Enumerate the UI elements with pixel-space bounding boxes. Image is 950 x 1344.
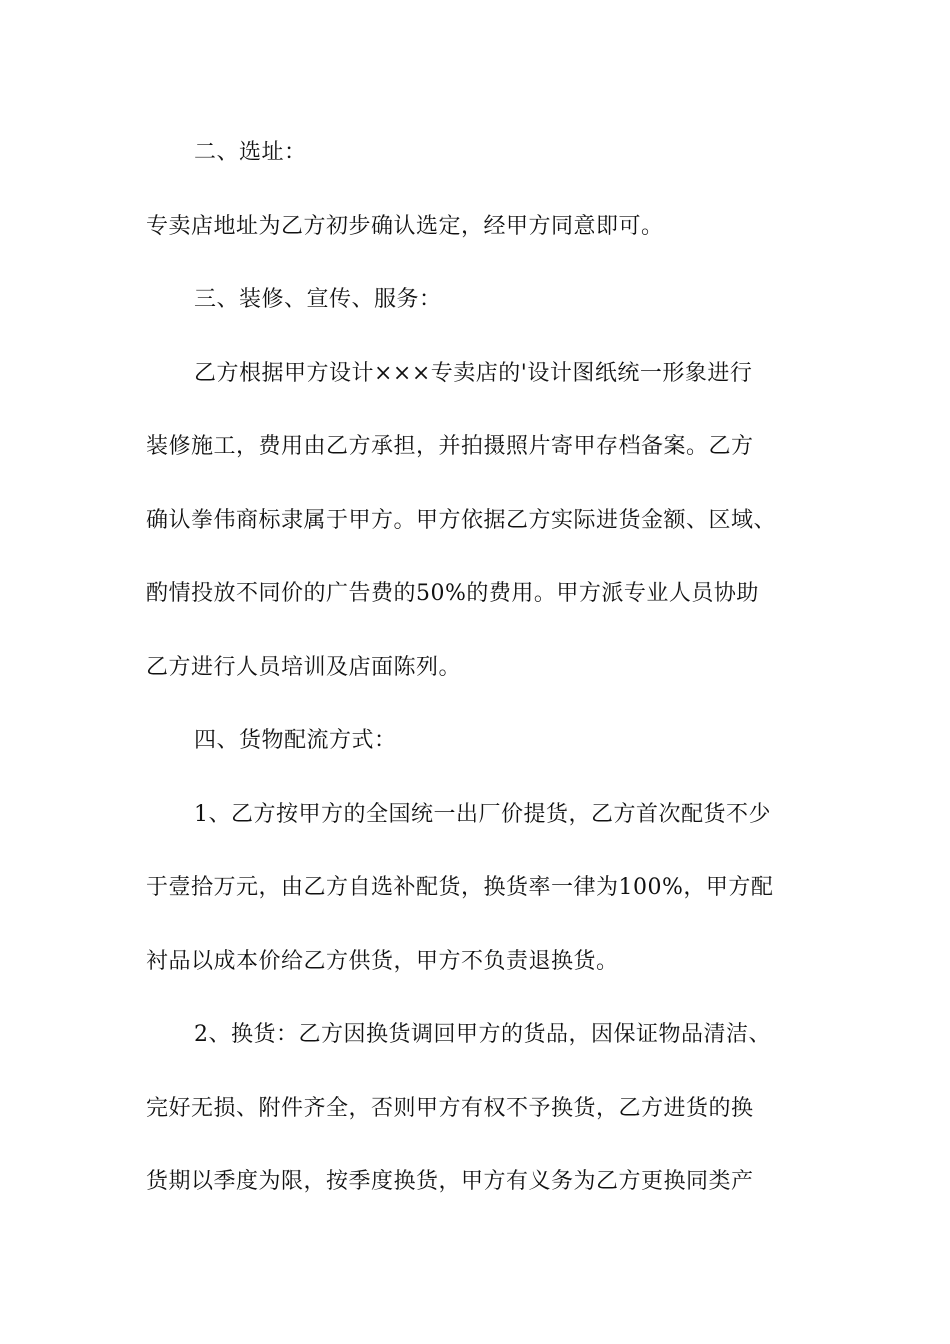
paragraph-line: 装修施工，费用由乙方承担，并拍摄照片寄甲存档备案。乙方 xyxy=(146,434,754,459)
section-heading-site-selection: 二、选址： xyxy=(194,140,307,165)
document-body xyxy=(146,130,822,1233)
paragraph-line: 乙方进行人员培训及店面陈列。 xyxy=(146,654,462,680)
paragraph-line: 2、换货：乙方因换货调回甲方的货品，因保证物品清洁、 xyxy=(194,1022,771,1047)
paragraph-line: 完好无损、附件齐全，否则甲方有权不予换货，乙方进货的换 xyxy=(146,1095,754,1121)
paragraph-line: 酌情投放不同价的广告费的50%的费用。甲方派专业人员协助 xyxy=(146,581,759,606)
paragraph-line: 于壹拾万元，由乙方自选补配货，换货率一律为100%，甲方配 xyxy=(146,875,774,900)
paragraph-line: 确认拳伟商标隶属于甲方。甲方依据乙方实际进货金额、区域、 xyxy=(146,507,777,533)
paragraph-line: 货期以季度为限，按季度换货，甲方有义务为乙方更换同类产 xyxy=(146,1169,754,1194)
paragraph-line: 乙方根据甲方设计×××专卖店的'设计图纸统一形象进行 xyxy=(194,360,753,386)
section-heading-distribution: 四、货物配流方式： xyxy=(194,728,397,753)
section-heading-decoration: 三、装修、宣传、服务： xyxy=(194,287,442,312)
paragraph-line: 专卖店地址为乙方初步确认选定，经甲方同意即可。 xyxy=(146,213,664,239)
paragraph-line: 1、乙方按甲方的全国统一出厂价提货，乙方首次配货不少 xyxy=(194,801,771,827)
paragraph-line: 衬品以成本价给乙方供货，甲方不负责退换货。 xyxy=(146,948,619,974)
